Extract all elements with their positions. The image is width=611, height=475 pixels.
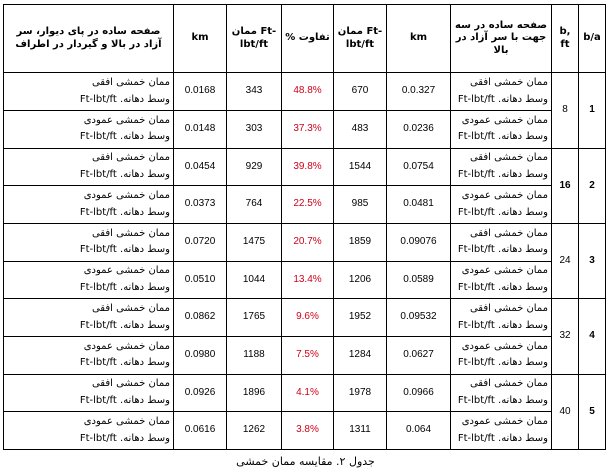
km-right-cell: 0.0236 [387, 110, 451, 148]
unit-label: Ft-lbt/ft [79, 168, 117, 180]
moment-right-cell: 1284 [334, 336, 387, 374]
location-label: وسط دهانه. [120, 432, 170, 444]
km-right-cell: 0.0.327 [387, 73, 451, 111]
unit-label: Ft-lbt/ft [457, 281, 495, 293]
moment-right-cell: 483 [334, 110, 387, 148]
right-description-cell [451, 73, 552, 111]
unit-label: Ft-lbt/ft [457, 93, 495, 105]
moment-left-cell: 343 [227, 73, 282, 111]
right-description-cell [451, 336, 552, 374]
location-unit-label [7, 244, 170, 257]
moment-type-label: ممان خمشی عمودی [83, 190, 170, 202]
location-unit-label [454, 357, 548, 370]
moment-left-cell: 303 [227, 110, 282, 148]
km-left-cell: 0.0510 [174, 261, 227, 299]
left-description-cell [4, 186, 174, 224]
moment-left-cell: 1188 [227, 336, 282, 374]
comparison-table [3, 4, 606, 450]
b-a-cell: 4 [579, 299, 606, 374]
location-unit-label [454, 282, 548, 295]
moment-type-label: ممان خمشی افقی [469, 378, 548, 390]
unit-label: Ft-lbt/ft [457, 319, 495, 331]
unit-label: Ft-lbt/ft [457, 432, 495, 444]
percent-difference-cell: 20.7% [282, 223, 334, 261]
left-description-cell [4, 73, 174, 111]
percent-difference-cell: 37.3% [282, 110, 334, 148]
unit-label: Ft-lbt/ft [79, 206, 117, 218]
location-unit-label [7, 131, 170, 144]
km-right-cell: 0.0966 [387, 374, 451, 412]
header-b-ft: b, ft [552, 5, 579, 73]
location-label: وسط دهانه. [498, 168, 548, 180]
moment-type-label: ممان خمشی عمودی [461, 190, 548, 202]
right-description-cell [451, 110, 552, 148]
table-row [4, 110, 606, 148]
km-right-cell: 0.0589 [387, 261, 451, 299]
header-percent-difference: % تفاوت [282, 5, 334, 73]
location-label: وسط دهانه. [120, 357, 170, 369]
moment-right-cell: 1206 [334, 261, 387, 299]
km-right-cell: 0.09532 [387, 299, 451, 337]
location-unit-label [454, 244, 548, 257]
moment-type-label: ممان خمشی عمودی [83, 265, 170, 277]
b-a-cell: 3 [579, 223, 606, 298]
km-left-cell: 0.0720 [174, 223, 227, 261]
percent-difference-cell: 13.4% [282, 261, 334, 299]
location-label: وسط دهانه. [120, 244, 170, 256]
moment-left-cell: 1044 [227, 261, 282, 299]
location-label: وسط دهانه. [120, 168, 170, 180]
unit-label: Ft-lbt/ft [457, 206, 495, 218]
moment-type-label: ممان خمشی عمودی [461, 114, 548, 126]
location-unit-label [7, 169, 170, 182]
km-left-cell: 0.0168 [174, 73, 227, 111]
moment-type-label: ممان خمشی افقی [469, 77, 548, 89]
table-row [4, 374, 606, 412]
location-label: وسط دهانه. [498, 93, 548, 105]
percent-difference-cell: 3.8% [282, 412, 334, 450]
location-label: وسط دهانه. [120, 394, 170, 406]
moment-type-label: ممان خمشی افقی [469, 227, 548, 239]
percent-difference-cell: 39.8% [282, 148, 334, 186]
right-description-cell [451, 374, 552, 412]
table-row [4, 186, 606, 224]
right-description-cell [451, 299, 552, 337]
unit-label: Ft-lbt/ft [79, 394, 117, 406]
unit-label: Ft-lbt/ft [79, 131, 117, 143]
unit-label: Ft-lbt/ft [457, 244, 495, 256]
km-left-cell: 0.0373 [174, 186, 227, 224]
moment-type-label: ممان خمشی افقی [469, 152, 548, 164]
left-description-cell [4, 336, 174, 374]
moment-type-label: ممان خمشی عمودی [461, 340, 548, 352]
unit-label: Ft-lbt/ft [79, 93, 117, 105]
location-label: وسط دهانه. [498, 357, 548, 369]
percent-difference-cell: 9.6% [282, 299, 334, 337]
percent-difference-cell: 4.1% [282, 374, 334, 412]
moment-type-label: ممان خمشی افقی [91, 227, 170, 239]
moment-type-label: ممان خمشی افقی [91, 378, 170, 390]
moment-type-label: ممان خمشی عمودی [461, 416, 548, 428]
moment-type-label: ممان خمشی افقی [469, 303, 548, 315]
header-moment-left: ممان Ft-lbt/ft [227, 5, 282, 73]
left-description-cell [4, 374, 174, 412]
location-unit-label [454, 131, 548, 144]
header-moment-right: ممان Ft-lbt/ft [334, 5, 387, 73]
location-unit-label [7, 395, 170, 408]
km-left-cell: 0.0148 [174, 110, 227, 148]
percent-difference-cell: 7.5% [282, 336, 334, 374]
table-row [4, 148, 606, 186]
moment-left-cell: 764 [227, 186, 282, 224]
location-unit-label [454, 94, 548, 107]
location-label: وسط دهانه. [498, 281, 548, 293]
location-unit-label [454, 433, 548, 446]
left-description-cell [4, 299, 174, 337]
table-row [4, 412, 606, 450]
location-unit-label [454, 207, 548, 220]
table-caption: جدول ۲. مقایسه ممان خمشی [236, 455, 375, 468]
moment-right-cell: 1544 [334, 148, 387, 186]
moment-right-cell: 670 [334, 73, 387, 111]
header-b-a: b/a [579, 5, 606, 73]
b-ft-cell: 32 [552, 299, 579, 374]
percent-difference-cell: 22.5% [282, 186, 334, 224]
moment-type-label: ممان خمشی عمودی [83, 114, 170, 126]
left-description-cell [4, 148, 174, 186]
moment-type-label: ممان خمشی افقی [91, 303, 170, 315]
location-unit-label [7, 433, 170, 446]
b-ft-cell: 40 [552, 374, 579, 449]
header-km-left: km [174, 5, 227, 73]
location-label: وسط دهانه. [120, 206, 170, 218]
header-right-description: صفحه ساده در سه جهت با سر آزاد در بالا [451, 5, 552, 73]
km-left-cell: 0.0926 [174, 374, 227, 412]
moment-right-cell: 1952 [334, 299, 387, 337]
location-unit-label [454, 395, 548, 408]
unit-label: Ft-lbt/ft [457, 131, 495, 143]
header-row [4, 5, 606, 73]
location-unit-label [7, 207, 170, 220]
table-row [4, 299, 606, 337]
unit-label: Ft-lbt/ft [79, 244, 117, 256]
table-row [4, 261, 606, 299]
b-a-cell: 5 [579, 374, 606, 449]
b-ft-cell: 8 [552, 73, 579, 148]
unit-label: Ft-lbt/ft [457, 168, 495, 180]
location-label: وسط دهانه. [498, 206, 548, 218]
unit-label: Ft-lbt/ft [457, 357, 495, 369]
location-label: وسط دهانه. [498, 131, 548, 143]
right-description-cell [451, 412, 552, 450]
b-ft-cell: 16 [552, 148, 579, 223]
location-label: وسط دهانه. [498, 319, 548, 331]
moment-type-label: ممان خمشی عمودی [461, 265, 548, 277]
left-description-cell [4, 223, 174, 261]
header-left-description: صفحه ساده در پای دیوار، سر آزاد در بالا و گیردار در اطراف [4, 5, 174, 73]
moment-left-cell: 1896 [227, 374, 282, 412]
moment-left-cell: 929 [227, 148, 282, 186]
location-label: وسط دهانه. [498, 394, 548, 406]
moment-type-label: ممان خمشی عمودی [83, 416, 170, 428]
header-km-right: km [387, 5, 451, 73]
b-a-cell: 2 [579, 148, 606, 223]
table-row [4, 223, 606, 261]
moment-left-cell: 1475 [227, 223, 282, 261]
location-unit-label [454, 320, 548, 333]
right-description-cell [451, 186, 552, 224]
unit-label: Ft-lbt/ft [79, 432, 117, 444]
km-left-cell: 0.0862 [174, 299, 227, 337]
right-description-cell [451, 261, 552, 299]
unit-label: Ft-lbt/ft [457, 394, 495, 406]
unit-label: Ft-lbt/ft [79, 281, 117, 293]
percent-difference-cell: 48.8% [282, 73, 334, 111]
unit-label: Ft-lbt/ft [79, 357, 117, 369]
moment-left-cell: 1765 [227, 299, 282, 337]
moment-type-label: ممان خمشی افقی [91, 152, 170, 164]
location-label: وسط دهانه. [120, 281, 170, 293]
b-ft-cell: 24 [552, 223, 579, 298]
moment-right-cell: 1978 [334, 374, 387, 412]
location-label: وسط دهانه. [120, 131, 170, 143]
table-row [4, 336, 606, 374]
moment-right-cell: 985 [334, 186, 387, 224]
moment-right-cell: 1311 [334, 412, 387, 450]
location-label: وسط دهانه. [498, 244, 548, 256]
moment-type-label: ممان خمشی افقی [91, 77, 170, 89]
right-description-cell [451, 223, 552, 261]
left-description-cell [4, 261, 174, 299]
km-right-cell: 0.0754 [387, 148, 451, 186]
location-unit-label [454, 169, 548, 182]
unit-label: Ft-lbt/ft [79, 319, 117, 331]
table-row [4, 73, 606, 111]
km-left-cell: 0.0454 [174, 148, 227, 186]
left-description-cell [4, 110, 174, 148]
location-label: وسط دهانه. [120, 93, 170, 105]
km-right-cell: 0.0627 [387, 336, 451, 374]
location-unit-label [7, 320, 170, 333]
b-a-cell: 1 [579, 73, 606, 148]
right-description-cell [451, 148, 552, 186]
location-label: وسط دهانه. [498, 432, 548, 444]
km-left-cell: 0.0980 [174, 336, 227, 374]
km-right-cell: 0.0481 [387, 186, 451, 224]
location-unit-label [7, 282, 170, 295]
moment-right-cell: 1859 [334, 223, 387, 261]
moment-type-label: ممان خمشی عمودی [83, 340, 170, 352]
km-left-cell: 0.0616 [174, 412, 227, 450]
left-description-cell [4, 412, 174, 450]
location-unit-label [7, 357, 170, 370]
location-unit-label [7, 94, 170, 107]
moment-left-cell: 1262 [227, 412, 282, 450]
location-label: وسط دهانه. [120, 319, 170, 331]
km-right-cell: 0.09076 [387, 223, 451, 261]
km-right-cell: 0.064 [387, 412, 451, 450]
